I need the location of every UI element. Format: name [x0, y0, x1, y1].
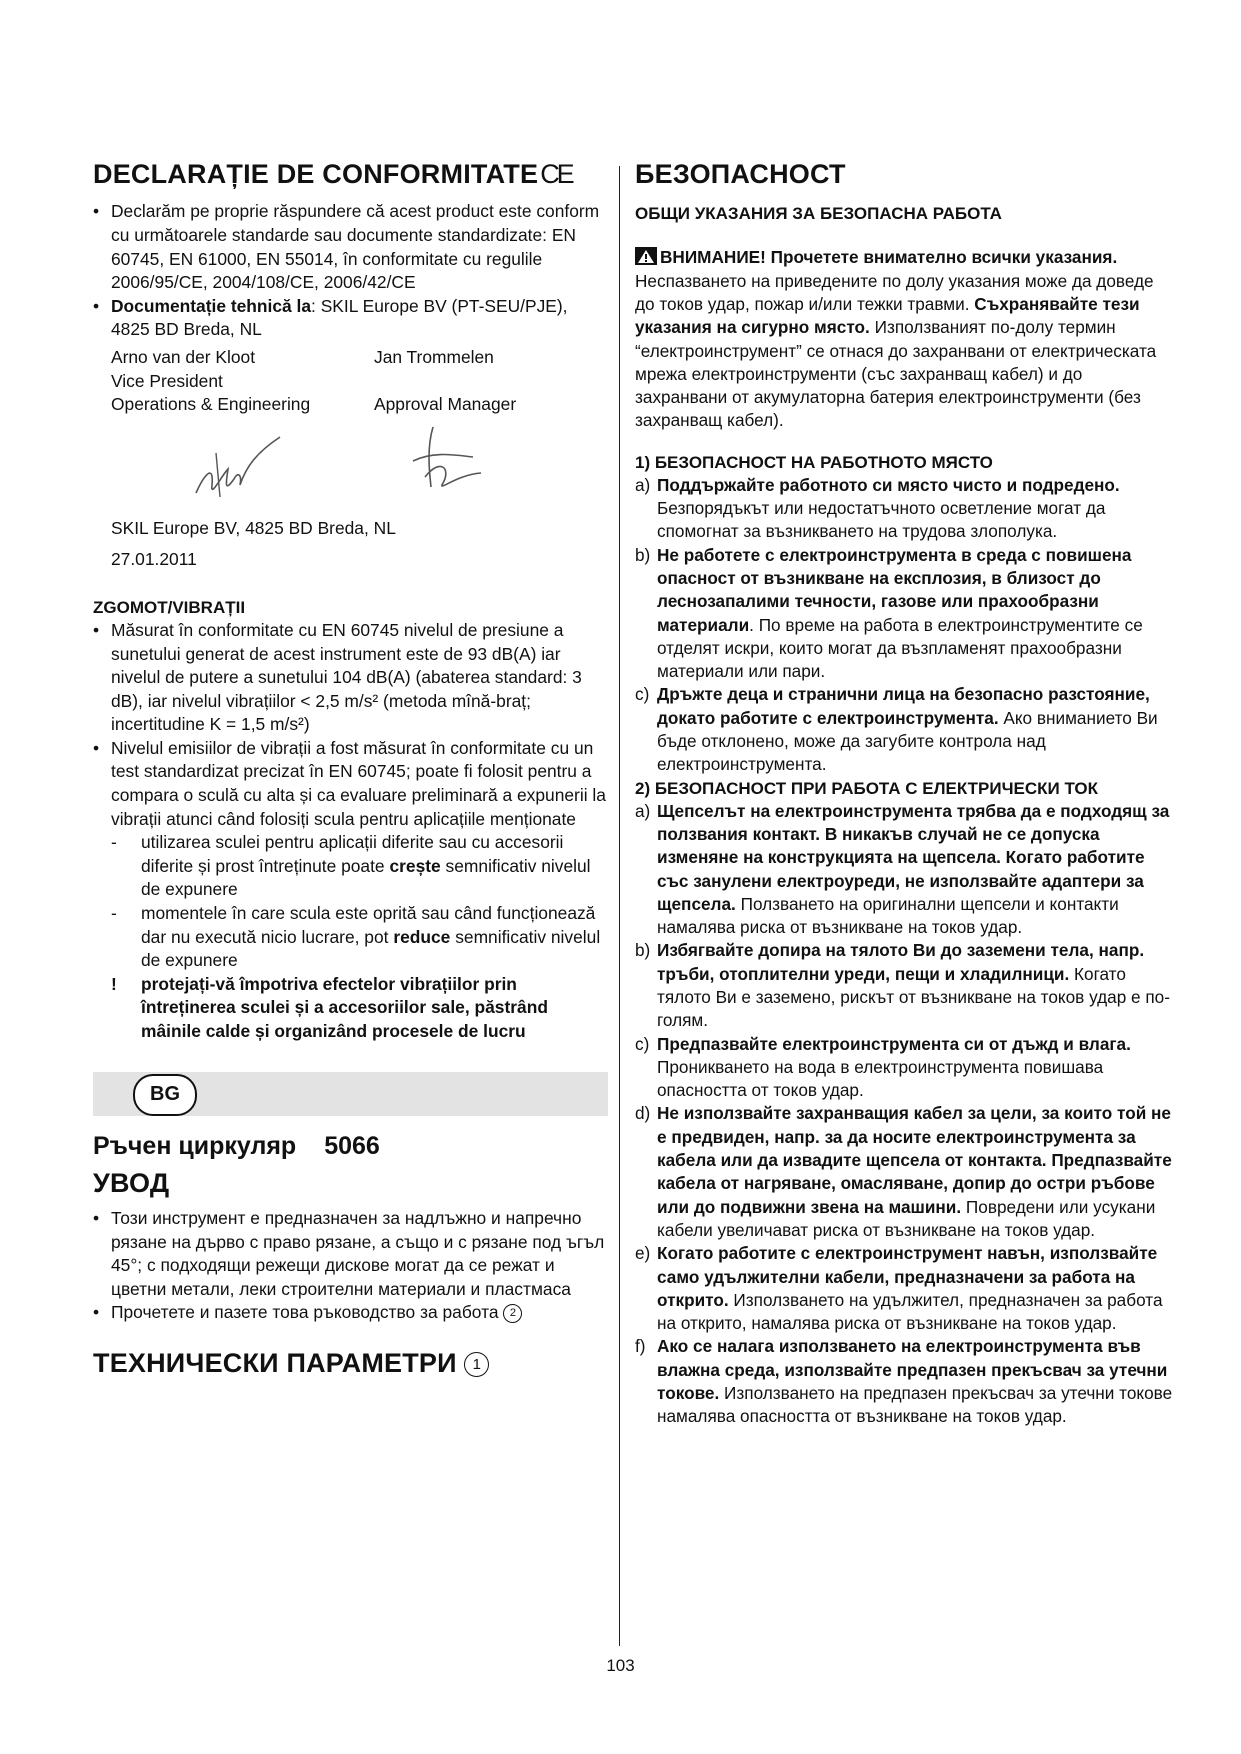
general-safety-heading: ОБЩИ УКАЗАНИЯ ЗА БЕЗОПАСНА РАБОТА: [635, 204, 1002, 224]
signer2-title: Approval Manager: [374, 394, 517, 415]
section-1-item: c) Дръжте деца и странични лица на безопасно разстояние, докато работите с електроинструмента. Ако вниманието Ви бъде отклонено, може да загубите контрола над електроинструмента.: [635, 684, 1158, 775]
vibration-warning: ! protejați-vă împotriva efectelor vibrațiilor prin întreținerea sculei și a accesoriilor sale, păstrând mâinile calde și organizând procesele de lucru: [111, 973, 548, 1042]
noise-bullet: • Măsurat în conformitate cu EN 60745 nivelul de presiune a sunetului generat de acest instrument este de 93 dB(A) iar nivelul de putere a sunetului 104 dB(A) (abaterea standard: 3 dB), iar nivelul vibrațiilor < 2,5 m/s² (metoda mînă-braț; incertitudine K = 1,5 m/s²): [93, 619, 608, 737]
signer1-name: Arno van der Kloot: [111, 346, 256, 367]
section-2-item: a) Щепселът на електроинструмента трябва да е подходящ за ползвания контакт. В никакъв случай не се допуска изменяне на конструкцията на щепсела. Когато работите със занулени електроуреди, не използвайте адаптери за щепсела. Ползването на оригинални щепсели и контакти намалява риска от възникване на токов удар.: [635, 800, 1170, 938]
section-1-heading: 1) БЕЗОПАСНОСТ НА РАБОТНОТО МЯСТО: [635, 452, 993, 472]
dash-item: - utilizarea sculei pentru aplicații diferite sau cu accesorii diferite și prost întreținute poate crește semnificativ nivelul de expunere: [111, 832, 591, 900]
tech-title: ТЕХНИЧЕСКИ ПАРАМЕТРИ 1: [93, 1347, 608, 1379]
noise-heading: ZGOMOT/VIBRAȚII: [93, 597, 246, 617]
signers: [93, 346, 608, 417]
figure-ref-1-icon: 1: [464, 1352, 489, 1377]
declaration-bullet: • Declarăm pe proprie răspundere că acest product este conform cu următoarele standarde sau documente standardizate: EN 60745, EN 61000, EN 55014, în conformitate cu regulile 2006/95/CE, 2004/108/CE, 2006/42/CE: [93, 200, 608, 294]
right-column: [635, 158, 1175, 1429]
signer1-dept: Operations & Engineering: [111, 394, 311, 415]
section-2-list: [635, 800, 1175, 1429]
section-2-item: e) Когато работите с електроинструмент навън, използвайте само удължителни кабели, предназначени за работа на открито. Използването на удължител, предназначен за работа на открито, намалява риска от възникване на токов удар.: [635, 1243, 1163, 1334]
warning-triangle-icon: [635, 247, 657, 265]
signatures: [111, 417, 608, 515]
intro-bullet: • Прочетете и пазете това ръководство за работа 2: [93, 1301, 608, 1325]
exclamation-icon: !: [111, 973, 117, 994]
section-2-item: d) Не използвайте захранващия кабел за цели, за които той не е предвиден, напр. за да носите електроинструмента за кабела или да извадите щепсела от контакта. Предпазвайте кабела от нагряване, омасляване, допир до остри ръбове или до подвижни звена на машини. Повредени или усукани кабели увеличават риска от възникване на токов удар.: [635, 1103, 1172, 1240]
figure-ref-2-icon: 2: [503, 1304, 522, 1323]
section-2-item: f) Ако се налага използването на електроинструмента във влажна среда, използвайте предпазен прекъсвач за утечни токове. Използването на предпазен прекъсвач за утечни токове намалява опасността от възникване на токов удар.: [635, 1336, 1173, 1427]
language-badge: BG: [133, 1074, 197, 1116]
product-title: Ръчен циркуляр 5066: [93, 1131, 380, 1160]
declaration-date: 27.01.2011: [111, 549, 197, 570]
vibration-bullet: • Nivelul emisiilor de vibrații a fost măsurat în conformitate cu un test standardizat precizat în EN 60745; poate fi folosit pentru a compara o sculă cu alta și ca evaluare preliminară a expunerii la vibrații atunci când folosiți scula pentru aplicațiile menționate: [93, 737, 608, 831]
section-1-item: a) Поддържайте работното си място чисто и подредено. Безпорядъкът или недостатъчното осветление могат да спомогнат за възникването на трудова злополука.: [635, 474, 1120, 542]
dash-item: - momentele în care scula este oprită sau când funcționează dar nu execută nicio lucrare, pot reduce semnificativ nivelul de expunere: [111, 903, 601, 971]
section-2-heading: 2) БЕЗОПАСНОСТ ПРИ РАБОТА С ЕЛЕКТРИЧЕСКИ ТОК: [635, 778, 1099, 798]
declaration-title: DECLARAȚIE DE CONFORMITATECE: [93, 159, 572, 189]
column-divider: [619, 166, 620, 1646]
signature-2-icon: [403, 417, 493, 513]
signer1-title: Vice President: [111, 370, 223, 391]
section-2-item: c) Предпазвайте електроинструмента си от дъжд и влага. Проникването на вода в електроинструмента повишава опасността от токов удар.: [635, 1033, 1131, 1101]
section-1-list: [635, 474, 1175, 777]
section-2-item: b) Избягвайте допира на тялото Ви до заземени тела, напр. тръби, отоплителни уреди, пещи и хладилници. Когато тялото Ви е заземено, рискът от възникване на токов удар е по-голям.: [635, 940, 1170, 1031]
general-warning: ВНИМАНИЕ! Прочетете внимателно всички указания. Неспазването на приведените по долу указания може да доведе до токов удар, пожар и/или тежки травми. Съхранявайте тези указания на сигурно място. Използваният по-долу термин “електроинструмент” се отнася до захранвани от електрическата мрежа електроинструменти (със захранващ кабел) и до захранвани от акумулаторна батерия електроинструменти (без захранващ кабел).: [635, 247, 1157, 431]
section-1-item: b) Не работете с електроинструмента в среда с повишена опасност от възникване на експлозия, в близост до леснозапалими течности, газове или прахообразни материали. По време на работа в електроинструментите се отделят искри, които могат да възпламенят прахообразни материали или пари.: [635, 544, 1143, 682]
language-band: [93, 1072, 608, 1116]
intro-bullet: • Този инструмент е предназначен за надлъжно и напречно рязане на дърво с право рязане, а също и с рязане под ъгъл 45°; с подходящи режещи дискове могат да се режат и цветни метали, леки строителни материали и пластмаса: [93, 1207, 608, 1301]
page-number: 103: [606, 1656, 635, 1675]
technical-doc-bullet: • Documentație tehnică la: SKIL Europe BV (PT-SEU/PJE), 4825 BD Breda, NL: [93, 295, 608, 342]
intro-title: УВОД: [93, 1167, 170, 1198]
signature-1-icon: [176, 423, 286, 513]
company-address: SKIL Europe BV, 4825 BD Breda, NL: [111, 517, 396, 538]
signer2-name: Jan Trommelen: [374, 346, 494, 367]
safety-title: БЕЗОПАСНОСТ: [635, 159, 846, 189]
ce-mark-icon: CE: [540, 159, 572, 189]
left-column: [93, 158, 608, 1389]
